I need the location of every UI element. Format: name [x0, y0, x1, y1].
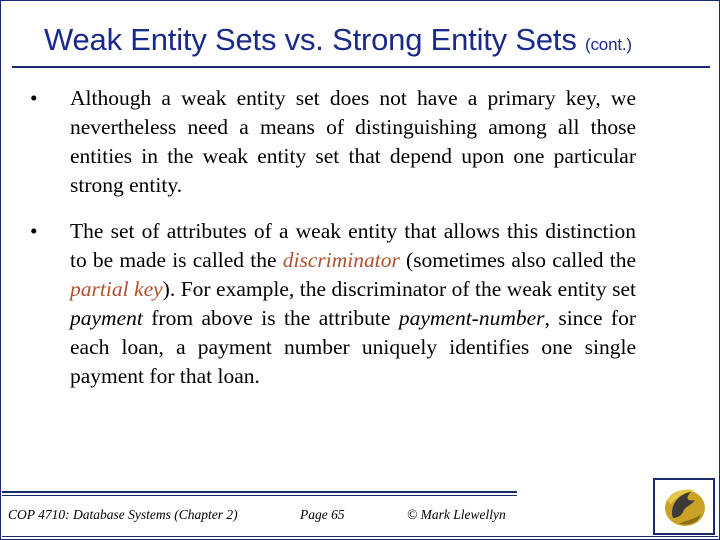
italic-payment-number: payment-number — [398, 306, 545, 330]
footer-author: © Mark Llewellyn — [407, 507, 506, 522]
bullet-item — [30, 217, 636, 391]
bullet-text-segment: from above is the attribute — [142, 306, 399, 330]
bullet-marker: • — [30, 219, 38, 243]
bullet-text — [70, 217, 636, 391]
slide-title-main: Weak Entity Sets vs. Strong Entity Sets — [44, 22, 586, 57]
bullet-text-segment: ). For example, the discriminator of the weak entity set — [162, 277, 637, 301]
ucf-pegasus-logo-icon — [655, 480, 713, 533]
footer-page-number: Page 65 — [300, 507, 345, 522]
footer-divider-thin — [2, 495, 517, 496]
title-divider — [12, 66, 710, 68]
logo-container — [653, 478, 715, 535]
bullet-item — [30, 84, 636, 200]
italic-payment: payment — [70, 306, 143, 330]
footer-course: COP 4710: Database Systems (Chapter 2) — [8, 507, 238, 522]
footer-divider — [2, 491, 517, 493]
bullet-text-segment: , since for each loan, a payment number uniquely identifies one single payment for that loan. — [70, 306, 637, 388]
bottom-border — [2, 536, 718, 537]
slide-title — [44, 22, 704, 58]
bullet-text-segment: (sometimes also called the — [399, 248, 636, 272]
term-partial-key: partial key — [70, 277, 163, 301]
term-discriminator: discriminator — [282, 248, 400, 272]
bullet-text: Although a weak entity set does not have a primary key, we nevertheless need a means of distinguishing among all those entities in the weak entity set that depend upon one particular strong entity. — [70, 86, 636, 197]
bullet-text-segment: The set of attributes of a weak entity that allows this distinction to be made is called the — [70, 219, 636, 272]
slide-title-suffix: (cont.) — [585, 35, 632, 54]
bullet-marker: • — [30, 86, 38, 110]
